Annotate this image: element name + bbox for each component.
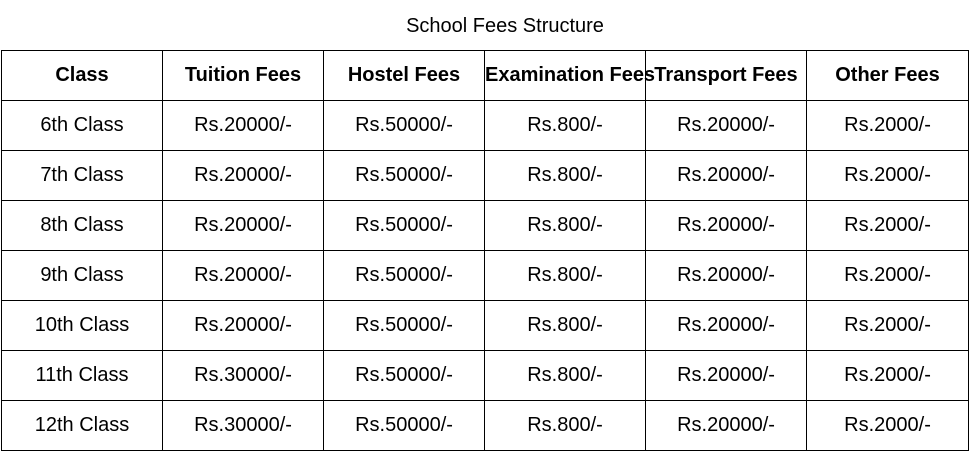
hostel-fees-cell: Rs.50000/- xyxy=(324,251,485,301)
tuition-fees-cell: Rs.20000/- xyxy=(163,301,324,351)
class-cell: 11th Class xyxy=(2,351,163,401)
other-fees-cell: Rs.2000/- xyxy=(807,101,969,151)
transport-fees-cell: Rs.20000/- xyxy=(646,251,807,301)
tuition-fees-cell: Rs.20000/- xyxy=(163,101,324,151)
other-fees-cell: Rs.2000/- xyxy=(807,201,969,251)
other-fees-cell: Rs.2000/- xyxy=(807,401,969,451)
column-header-examination-fees: Examination Fees xyxy=(485,51,646,101)
hostel-fees-cell: Rs.50000/- xyxy=(324,151,485,201)
hostel-fees-cell: Rs.50000/- xyxy=(324,101,485,151)
other-fees-cell: Rs.2000/- xyxy=(807,351,969,401)
tuition-fees-cell: Rs.20000/- xyxy=(163,151,324,201)
column-header-class: Class xyxy=(2,51,163,101)
transport-fees-cell: Rs.20000/- xyxy=(646,101,807,151)
transport-fees-cell: Rs.20000/- xyxy=(646,401,807,451)
class-cell: 8th Class xyxy=(2,201,163,251)
hostel-fees-cell: Rs.50000/- xyxy=(324,401,485,451)
column-header-hostel-fees: Hostel Fees xyxy=(324,51,485,101)
class-cell: 7th Class xyxy=(2,151,163,201)
table-row xyxy=(2,201,969,251)
table-row xyxy=(2,301,969,351)
fees-table xyxy=(1,50,969,451)
table-row xyxy=(2,151,969,201)
examination-fees-cell: Rs.800/- xyxy=(485,251,646,301)
class-cell: 9th Class xyxy=(2,251,163,301)
hostel-fees-cell: Rs.50000/- xyxy=(324,351,485,401)
other-fees-cell: Rs.2000/- xyxy=(807,301,969,351)
tuition-fees-cell: Rs.20000/- xyxy=(163,251,324,301)
hostel-fees-cell: Rs.50000/- xyxy=(324,301,485,351)
examination-fees-cell: Rs.800/- xyxy=(485,401,646,451)
other-fees-cell: Rs.2000/- xyxy=(807,251,969,301)
table-row xyxy=(2,401,969,451)
other-fees-cell: Rs.2000/- xyxy=(807,151,969,201)
column-header-other-fees: Other Fees xyxy=(807,51,969,101)
transport-fees-cell: Rs.20000/- xyxy=(646,151,807,201)
examination-fees-cell: Rs.800/- xyxy=(485,201,646,251)
column-header-tuition-fees: Tuition Fees xyxy=(163,51,324,101)
class-cell: 12th Class xyxy=(2,401,163,451)
transport-fees-cell: Rs.20000/- xyxy=(646,301,807,351)
hostel-fees-cell: Rs.50000/- xyxy=(324,201,485,251)
tuition-fees-cell: Rs.30000/- xyxy=(163,351,324,401)
header-row xyxy=(2,51,969,101)
column-header-transport-fees: Transport Fees xyxy=(646,51,807,101)
class-cell: 10th Class xyxy=(2,301,163,351)
examination-fees-cell: Rs.800/- xyxy=(485,351,646,401)
table-row xyxy=(2,351,969,401)
transport-fees-cell: Rs.20000/- xyxy=(646,351,807,401)
page-title: School Fees Structure xyxy=(406,15,604,37)
transport-fees-cell: Rs.20000/- xyxy=(646,201,807,251)
table-row xyxy=(2,251,969,301)
examination-fees-cell: Rs.800/- xyxy=(485,101,646,151)
class-cell: 6th Class xyxy=(2,101,163,151)
examination-fees-cell: Rs.800/- xyxy=(485,151,646,201)
table-row xyxy=(2,101,969,151)
tuition-fees-cell: Rs.20000/- xyxy=(163,201,324,251)
examination-fees-cell: Rs.800/- xyxy=(485,301,646,351)
tuition-fees-cell: Rs.30000/- xyxy=(163,401,324,451)
